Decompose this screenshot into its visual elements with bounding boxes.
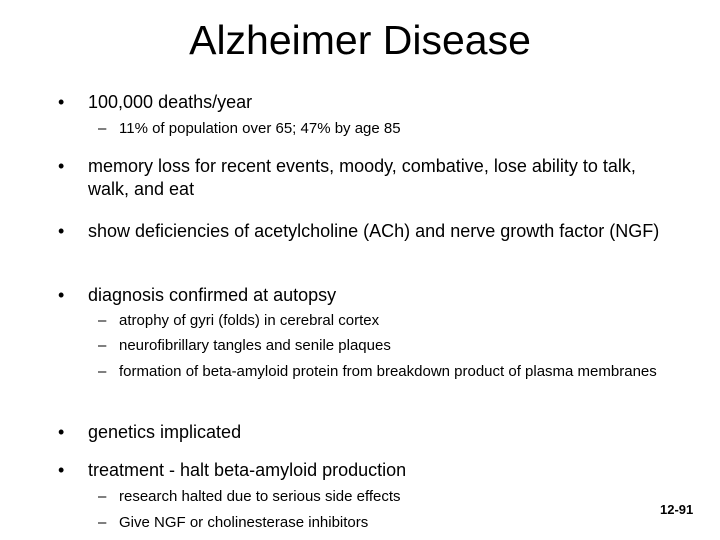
dash-marker: – <box>98 312 107 329</box>
bullet-text: diagnosis confirmed at autopsy <box>88 285 337 305</box>
bullet-text: treatment - halt beta-amyloid production <box>88 460 407 480</box>
slide-title: Alzheimer Disease <box>189 17 531 63</box>
sub-bullet-text: neurofibrillary tangles and senile plaques <box>119 337 391 354</box>
bullet-marker: • <box>58 285 65 305</box>
bullet-item <box>58 91 678 114</box>
dash-marker: – <box>98 514 107 531</box>
dash-marker: – <box>98 363 107 380</box>
bullet-marker: • <box>58 460 65 480</box>
sub-bullet-text: Give NGF or cholinesterase inhibitors <box>119 514 369 531</box>
sub-bullet-text: research halted due to serious side effects <box>119 488 401 505</box>
bullet-item <box>58 155 678 201</box>
sub-bullet-item <box>98 119 698 139</box>
bullet-text: 100,000 deaths/year <box>88 92 253 112</box>
dash-marker: – <box>98 337 107 354</box>
page-number: 12-91 <box>660 502 694 517</box>
sub-bullet-item <box>98 336 698 356</box>
sub-bullet-item <box>98 362 673 382</box>
sub-bullet-text: formation of beta-amyloid protein from breakdown product of plasma membranes <box>119 363 657 380</box>
sub-bullet-item <box>98 487 698 507</box>
bullet-text: show deficiencies of acetylcholine (ACh) and nerve growth factor (NGF) <box>88 221 660 241</box>
sub-bullet-text: atrophy of gyri (folds) in cerebral cortex <box>119 312 380 329</box>
bullet-item <box>58 220 678 243</box>
bullet-marker: • <box>58 156 65 176</box>
bullet-marker: • <box>58 422 65 442</box>
sub-bullet-text: 11% of population over 65; 47% by age 85 <box>119 120 401 137</box>
dash-marker: – <box>98 120 107 137</box>
dash-marker: – <box>98 488 107 505</box>
sub-bullet-item <box>98 311 698 331</box>
bullet-marker: • <box>58 221 65 241</box>
bullet-item <box>58 421 678 444</box>
bullet-item <box>58 459 678 482</box>
bullet-marker: • <box>58 92 65 112</box>
bullet-text: genetics implicated <box>88 422 242 442</box>
bullet-text: memory loss for recent events, moody, combative, lose ability to talk, walk, and eat <box>88 156 636 199</box>
bullet-item <box>58 284 678 307</box>
sub-bullet-item <box>98 513 698 533</box>
